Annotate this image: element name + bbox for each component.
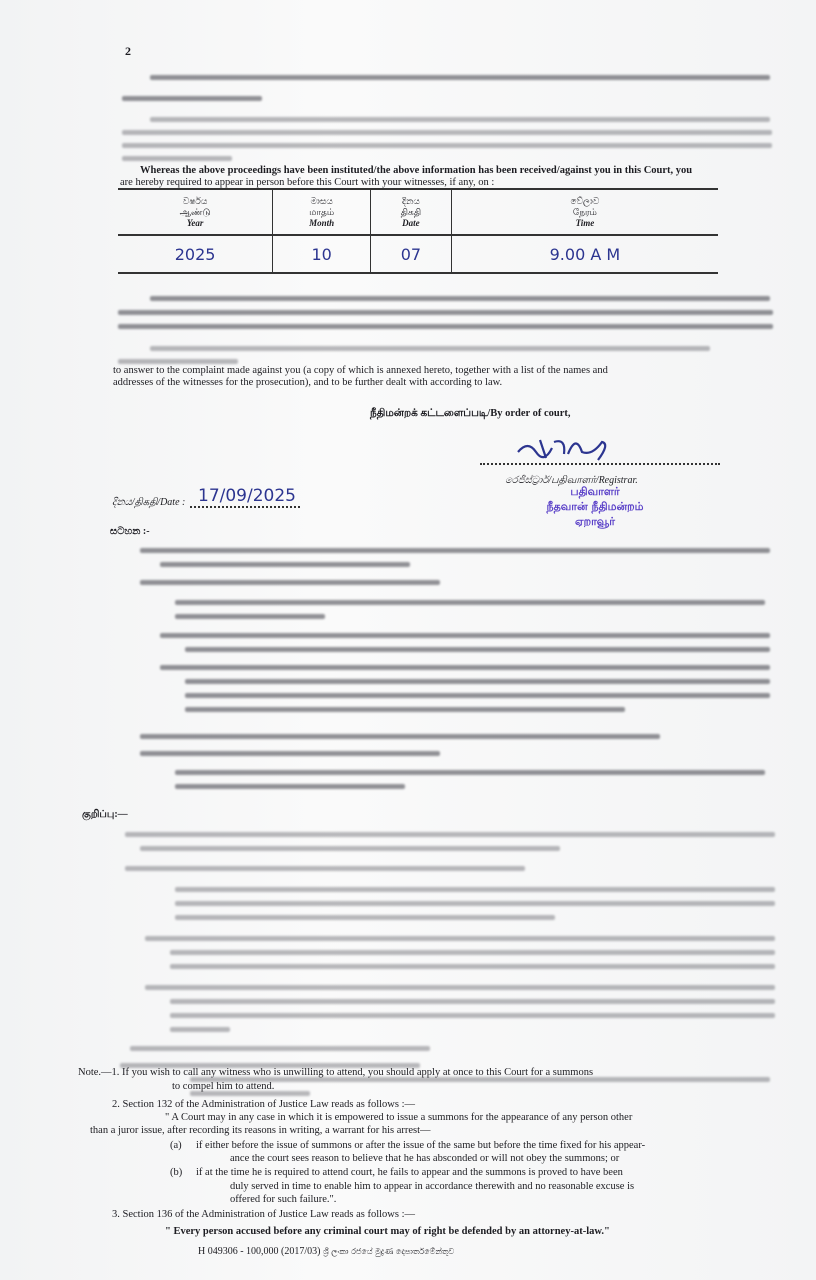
printer-name: ශ්‍රී ලංකා රජයේ මුද්‍රණ දෙපාර්තමේන්තුව: [323, 1247, 455, 1256]
header-time: [451, 189, 718, 235]
note-2-b-marker: (b): [170, 1167, 183, 1178]
print-footer: [198, 1245, 454, 1258]
illegible-text-line: [150, 117, 770, 122]
cell-time: 9.00 A M: [451, 235, 718, 273]
illegible-text-line: [170, 1027, 230, 1032]
note-2-a-line2: ance the court sees reason to believe that he has absconded or will not obey the summons; or: [230, 1153, 620, 1164]
illegible-text-line: [140, 846, 560, 851]
illegible-text-line: [175, 600, 765, 605]
illegible-text-line: [140, 734, 660, 739]
note-2-b-line3: offered for such failure.".: [230, 1194, 337, 1205]
table-row: [118, 235, 718, 273]
registrar-signature: [510, 430, 620, 466]
stamp-line: நீதவான் நீதிமன்றம்: [546, 500, 644, 513]
note-1-cont: to compel him to attend.: [172, 1081, 275, 1092]
illegible-text-line: [125, 832, 775, 837]
court-stamp: [520, 484, 670, 529]
illegible-text-line: [185, 679, 770, 684]
note-2-b-line2: duly served in time to enable him to appear in accordance therewith and no reasonable excuse is: [230, 1181, 635, 1192]
note-2-title: 2. Section 132 of the Administration of Justice Law reads as follows :—: [112, 1099, 415, 1110]
header-en: Date: [402, 217, 420, 228]
note-2-a-line1: if either before the issue of summons or after the issue of the same but before the time fixed for his appear-: [196, 1140, 646, 1151]
header-si: මාසය: [310, 195, 333, 206]
note-ta-label: குறிப்பு:—: [82, 809, 128, 820]
illegible-text-line: [122, 156, 232, 161]
illegible-text-line: [170, 999, 775, 1004]
note-2-quote-cont: than a juror issue, after recording its reasons in writing, a warrant for his arrest—: [90, 1125, 431, 1136]
registrar-label: රෙජිස්ට්‍රාර්/பதிவாளர்/Registrar.: [505, 475, 638, 486]
note-si-label: සටහන :-: [110, 526, 150, 537]
date-line: [190, 506, 300, 508]
illegible-text-line: [122, 96, 262, 101]
note-2-b-line1: if at the time he is required to attend court, he fails to appear and the summons is proved to have been: [196, 1167, 623, 1178]
header-ta: மாதம்: [309, 206, 335, 217]
table-header-row: [118, 189, 718, 235]
appearance-schedule-table: [118, 188, 718, 274]
note-3-quote: " Every person accused before any criminal court may of right be defended by an attorney-at-law.": [165, 1226, 610, 1237]
illegible-text-line: [175, 614, 325, 619]
illegible-text-line: [175, 901, 775, 906]
date-label: දිනය/திகதி/Date :: [112, 497, 186, 508]
header-en: Year: [186, 217, 204, 228]
note-2-a-marker: (a): [170, 1140, 182, 1151]
issue-date: 17/09/2025: [198, 486, 296, 506]
illegible-text-line: [118, 324, 773, 329]
note-1-text: Note.—1. If you wish to call any witness who is unwilling to attend, you should apply at once to this Court for a summons: [78, 1067, 594, 1078]
header-ta: திகதி: [400, 206, 422, 217]
header-ta: ஆண்டு: [179, 206, 211, 217]
illegible-text-line: [185, 707, 625, 712]
print-code: H 049306 - 100,000 (2017/03): [198, 1246, 321, 1257]
illegible-text-line: [130, 1046, 430, 1051]
illegible-text-line: [118, 310, 773, 315]
illegible-text-line: [150, 346, 710, 351]
header-en: Month: [309, 217, 335, 228]
page-number: 2: [125, 44, 131, 58]
note-1: [78, 1066, 593, 1079]
complaint-line-2: addresses of the witnesses for the prosecution), and to be further dealt with according to law.: [113, 377, 503, 388]
stamp-line: ஏறாவூர்: [575, 515, 615, 528]
header-year: [118, 189, 273, 235]
note-3-title: 3. Section 136 of the Administration of Justice Law reads as follows :—: [112, 1209, 415, 1220]
header-si: වේලාව: [570, 195, 600, 206]
by-order-of-court: நீதிமன்றக் கட்டளைப்படி/By order of court,: [370, 408, 571, 419]
illegible-text-line: [185, 693, 770, 698]
illegible-text-line: [160, 665, 770, 670]
header-date: [371, 189, 452, 235]
intro-line-2: are hereby required to appear in person before this Court with your witnesses, if any, on :: [120, 177, 495, 188]
illegible-text-line: [170, 1013, 775, 1018]
header-si: දිනය: [402, 195, 420, 206]
illegible-text-line: [175, 784, 405, 789]
illegible-text-line: [122, 130, 772, 135]
illegible-text-line: [170, 950, 775, 955]
signature-line: [480, 463, 720, 465]
illegible-text-line: [140, 580, 440, 585]
illegible-text-line: [175, 887, 775, 892]
illegible-text-line: [145, 985, 775, 990]
header-month: [273, 189, 371, 235]
note-2-quote: " A Court may in any case in which it is empowered to issue a summons for the appearance of any person other: [165, 1112, 633, 1123]
cell-date: 07: [371, 235, 452, 273]
cell-month: 10: [273, 235, 371, 273]
illegible-text-line: [145, 936, 775, 941]
illegible-text-line: [160, 562, 410, 567]
complaint-line-1: to answer to the complaint made against you (a copy of which is annexed hereto, together with a list of the names and: [113, 365, 608, 376]
illegible-text-line: [150, 75, 770, 80]
illegible-text-line: [150, 296, 770, 301]
header-si: වර්ෂය: [182, 195, 208, 206]
cell-year: 2025: [118, 235, 273, 273]
illegible-text-line: [160, 633, 770, 638]
header-en: Time: [575, 217, 595, 228]
illegible-text-line: [175, 915, 555, 920]
intro-line-1: Whereas the above proceedings have been instituted/the above information has been received/against you in this Court, you: [140, 165, 693, 176]
stamp-line: பதிவாளர்: [570, 485, 620, 498]
illegible-text-line: [185, 647, 770, 652]
illegible-text-line: [175, 770, 765, 775]
illegible-text-line: [125, 866, 525, 871]
header-ta: நேரம்: [572, 206, 597, 217]
illegible-text-line: [170, 964, 775, 969]
illegible-text-line: [140, 548, 770, 553]
illegible-text-line: [122, 143, 772, 148]
illegible-text-line: [140, 751, 440, 756]
